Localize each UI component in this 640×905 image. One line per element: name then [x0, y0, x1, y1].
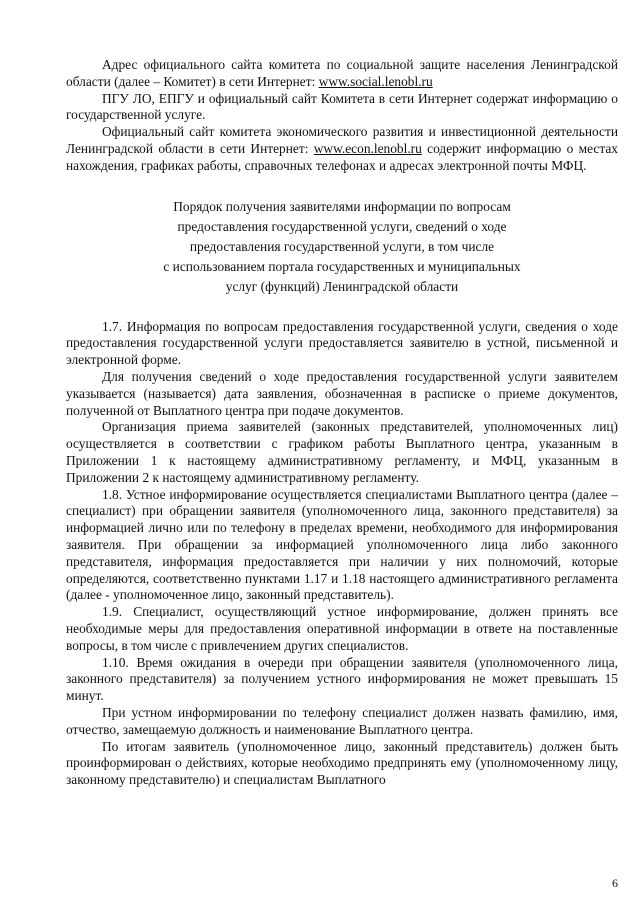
paragraph-results: По итогам заявитель (уполномоченное лицо, законный представитель) должен быть проинформирован о действиях, которые необходимо предпринять ему (уполномоченному лицу, законному представителю) и специалистам Выплатного: [66, 738, 618, 788]
econ-website-link[interactable]: www.econ.lenobl.ru: [313, 140, 422, 156]
heading-line: предоставления государственной услуги, в том числе: [189, 238, 495, 254]
heading-line: Порядок получения заявителями информации по вопросам: [173, 198, 511, 214]
paragraph-econ-website: [66, 124, 618, 174]
heading-line: с использованием портала государственных и муниципальных: [163, 258, 521, 274]
paragraph-text: Адрес официального сайта комитета по социальной защите населения Ленинградской области (далее – Комитет) в сети Интернет:: [66, 57, 618, 89]
paragraph-reception-organization: Организация приема заявителей (законных представителей, уполномоченных лиц) осуществляется в соответствии с графиком работы Выплатного центра, указанным в Приложении 1 к настоящему административному регламенту, и МФЦ, указанным в Приложении 2 к настоящему административному регламенту.: [66, 419, 618, 485]
paragraph-phone-info: При устном информировании по телефону специалист должен назвать фамилию, имя, отчество, замещаемую должность и наименование Выплатного центра.: [66, 704, 618, 737]
paragraph-1-7: 1.7. Информация по вопросам предоставления государственной услуги, сведения о ходе предоставления государственной услуги предоставляется заявителю в устной, письменной и электронной форме.: [66, 318, 618, 368]
page-number: 6: [612, 876, 618, 890]
heading-line: услуг (функций) Ленинградской области: [225, 278, 459, 294]
paragraph-1-10: 1.10. Время ожидания в очереди при обращении заявителя (уполномоченного лица, законного представителя) за получением устного информирования не может превышать 15 минут.: [66, 654, 618, 704]
section-heading: [66, 197, 618, 297]
paragraph-portals-info: ПГУ ЛО, ЕПГУ и официальный сайт Комитета в сети Интернет содержат информацию о государственной услуге.: [66, 90, 618, 123]
paragraph-status-request: Для получения сведений о ходе предоставления государственной услуги заявителем указывается (называется) дата заявления, обозначенная в расписке о приеме документов, полученной от Выплатного центра при подаче документов.: [66, 368, 618, 418]
paragraph-1-9: 1.9. Специалист, осуществляющий устное информирование, должен принять все необходимые меры для предоставления оперативной информации в ответе на поставленные вопросы, в том числе с привлечением других специалистов.: [66, 604, 618, 653]
paragraph-committee-address: [66, 57, 618, 91]
document-page: [66, 57, 618, 789]
paragraph-text: содержит информацию о местах нахождения, графиках работы, справочных телефонах и адресах электронной почты МФЦ.: [66, 140, 618, 173]
heading-line: предоставления государственной услуги, сведений о ходе: [177, 218, 507, 234]
paragraph-text: Официальный сайт комитета экономического развития и инвестиционной деятельности Ленинградской области в сети Интернет:: [66, 124, 618, 156]
social-website-link[interactable]: www.social.lenobl.ru: [318, 73, 433, 89]
paragraph-1-8: 1.8. Устное информирование осуществляется специалистами Выплатного центра (далее – специалист) при обращении заявителя (уполномоченного лица, законного представителя) за информацией лично или по телефону в пределах времени, необходимого для информирования заявителя. При обращении за информацией уполномоченного лица либо законного представителя, информация предоставляется при наличии у них полномочий, которые определяются, соответственно пунктами 1.17 и 1.18 настоящего административного регламента (далее - уполномоченное лицо, законный представитель).: [66, 486, 618, 603]
